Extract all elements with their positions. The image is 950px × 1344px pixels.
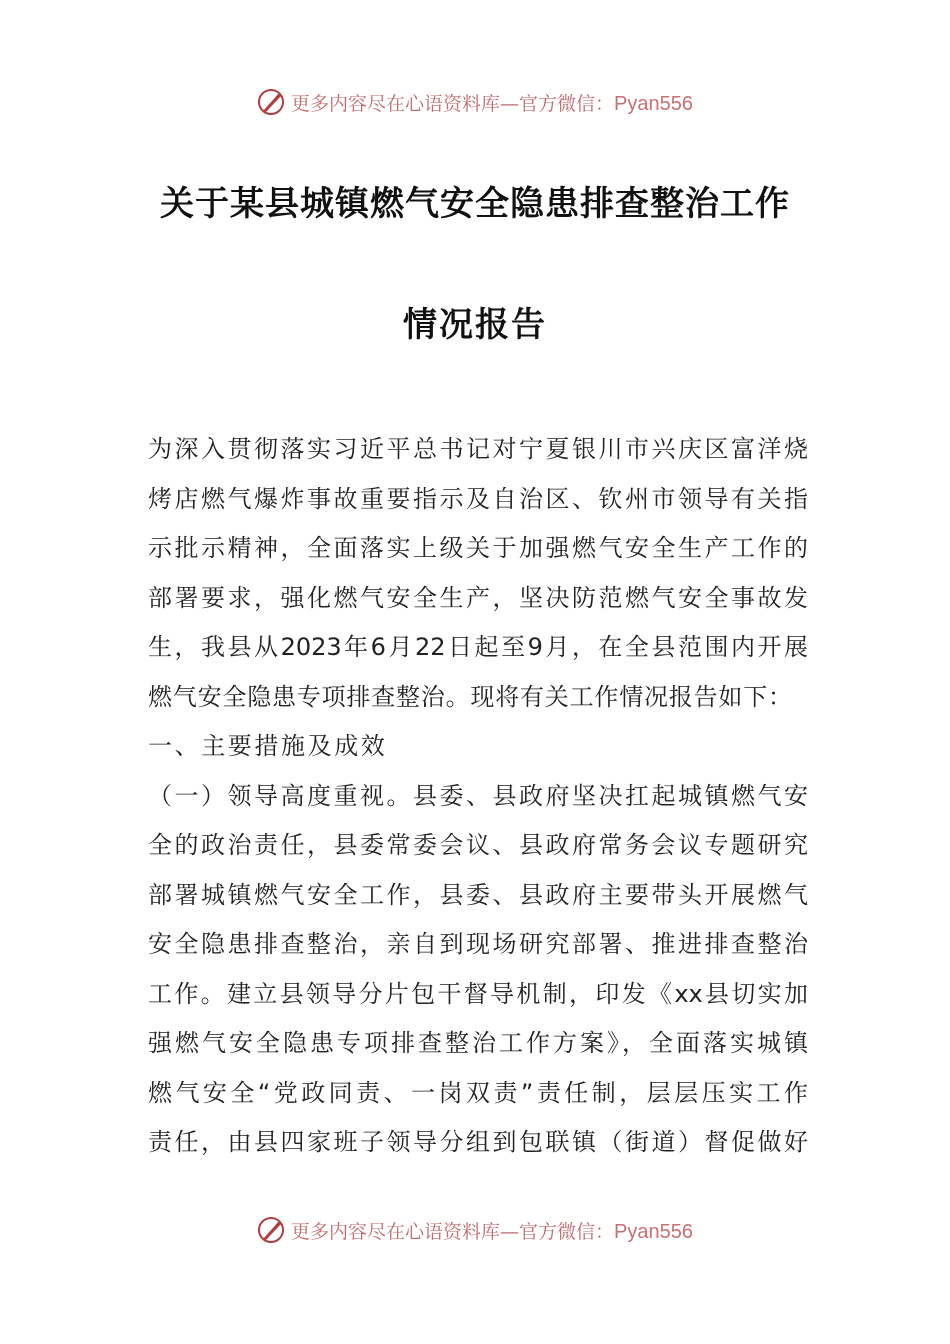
- quill-logo-icon: [257, 1215, 287, 1245]
- body-line: 安全隐患排查整治，亲自到现场研究部署、推进排查整治: [148, 930, 808, 958]
- body-line: 责任，由县四家班子领导分组到包联镇（街道）督促做好: [148, 1128, 808, 1156]
- body-line: 燃气安全隐患专项排查整治。现将有关工作情况报告如下：: [148, 682, 793, 711]
- watermark-banner-top: [0, 82, 950, 122]
- document-title-line-1: 关于某县城镇燃气安全隐患排查整治工作: [160, 184, 790, 224]
- body-line: 强燃气安全隐患专项排查整治工作方案》，全面落实城镇: [148, 1029, 808, 1057]
- document-title-line-2: 情况报告: [403, 305, 547, 345]
- body-line: 示批示精神，全面落实上级关于加强燃气安全生产工作的: [148, 534, 808, 562]
- body-line: 烤店燃气爆炸事故重要指示及自治区、钦州市领导有关指: [148, 484, 808, 513]
- body-line: 部署要求，强化燃气安全生产，坚决防范燃气安全事故发: [148, 583, 808, 612]
- section-heading: 一、主要措施及成效: [148, 732, 388, 760]
- body-line: 工作。建立县领导分片包干督导机制，印发《xx县切实加: [148, 979, 808, 1008]
- document-body: [148, 425, 808, 1168]
- body-line: 部署城镇燃气安全工作，县委、县政府主要带头开展燃气: [148, 880, 808, 909]
- body-line: 生，我县从2023年6月22日起至9月，在全县范围内开展: [148, 633, 808, 661]
- body-line: 燃气安全“党政同责、一岗双责”责任制，层层压实工作: [148, 1078, 808, 1107]
- body-line: 全的政治责任，县委常委会议、县政府常务会议专题研究: [148, 831, 808, 859]
- body-line: 为深入贯彻落实习近平总书记对宁夏银川市兴庆区富洋烧: [148, 435, 808, 463]
- body-line: （一）领导高度重视。县委、县政府坚决扛起城镇燃气安: [148, 781, 808, 810]
- watermark-banner-bottom: [0, 1210, 950, 1250]
- watermark-text: 更多内容尽在心语资料库—官方微信：Pyan556: [291, 92, 693, 115]
- watermark-text: 更多内容尽在心语资料库—官方微信：Pyan556: [291, 1220, 693, 1243]
- quill-logo-icon: [257, 87, 287, 117]
